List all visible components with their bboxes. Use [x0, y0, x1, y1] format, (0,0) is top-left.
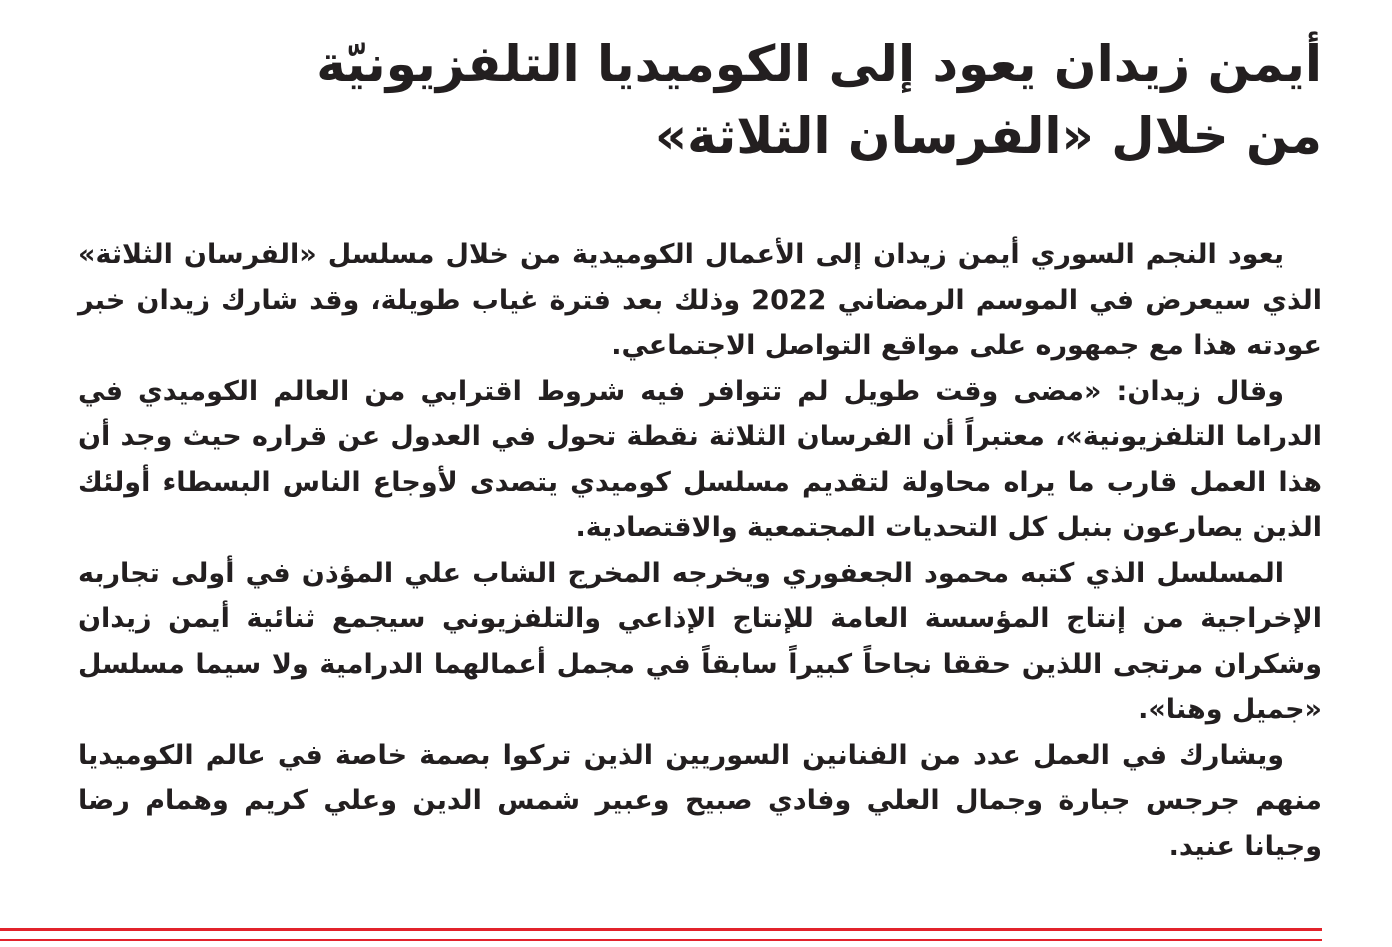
- news-article: [78, 0, 1322, 947]
- article-paragraph-2: وقال زيدان: «مضى وقت طويل لم تتوافر فيه شروط اقترابي من العالم الكوميدي في الدراما التلفزيونية»، معتبراً أن الفرسان الثلاثة نقطة تحول في العدول عن قراره حيث وجد أن هذا العمل قارب ما يراه محاولة لتقديم مسلسل كوميدي يتصدى لأوجاع الناس البسطاء أولئك الذين يصارعون بنبل كل التحديات المجتمعية والاقتصادية.: [78, 375, 1322, 543]
- headline-line-1: أيمن زيدان يعود إلى الكوميديا التلفزيونيّة: [316, 35, 1322, 93]
- headline-line-2: من خلال «الفرسان الثلاثة»: [654, 107, 1322, 165]
- footer-divider-thick: [0, 928, 1322, 931]
- article-paragraph-1: يعود النجم السوري أيمن زيدان إلى الأعمال الكوميدية من خلال مسلسل «الفرسان الثلاثة» الذي سيعرض في الموسم الرمضاني 2022 وذلك بعد فترة غياب طويلة، وقد شارك زيدان خبر عودته هذا مع جمهوره على مواقع التواصل الاجتماعي.: [78, 239, 1322, 361]
- article-headline: [78, 28, 1322, 172]
- article-paragraph-3: المسلسل الذي كتبه محمود الجعفوري ويخرجه المخرج الشاب علي المؤذن في أولى تجاربه الإخراجية من إنتاج المؤسسة العامة للإنتاج الإذاعي والتلفزيوني سيجمع ثنائية أيمن زيدان وشكران مرتجى اللذين حققا نجاحاً كبيراً سابقاً في مجمل أعمالهما الدرامية ولا سيما مسلسل «جميل وهنا».: [78, 557, 1322, 725]
- article-paragraph-4: ويشارك في العمل عدد من الفنانين السوريين الذين تركوا بصمة خاصة في عالم الكوميديا منهم جرجس جبارة وجمال العلي وفادي صبيح وعبير شمس الدين وعلي كريم وهمام رضا وجيانا عنيد.: [78, 739, 1322, 862]
- article-body: [78, 232, 1322, 869]
- footer-divider-thin: [0, 939, 1322, 941]
